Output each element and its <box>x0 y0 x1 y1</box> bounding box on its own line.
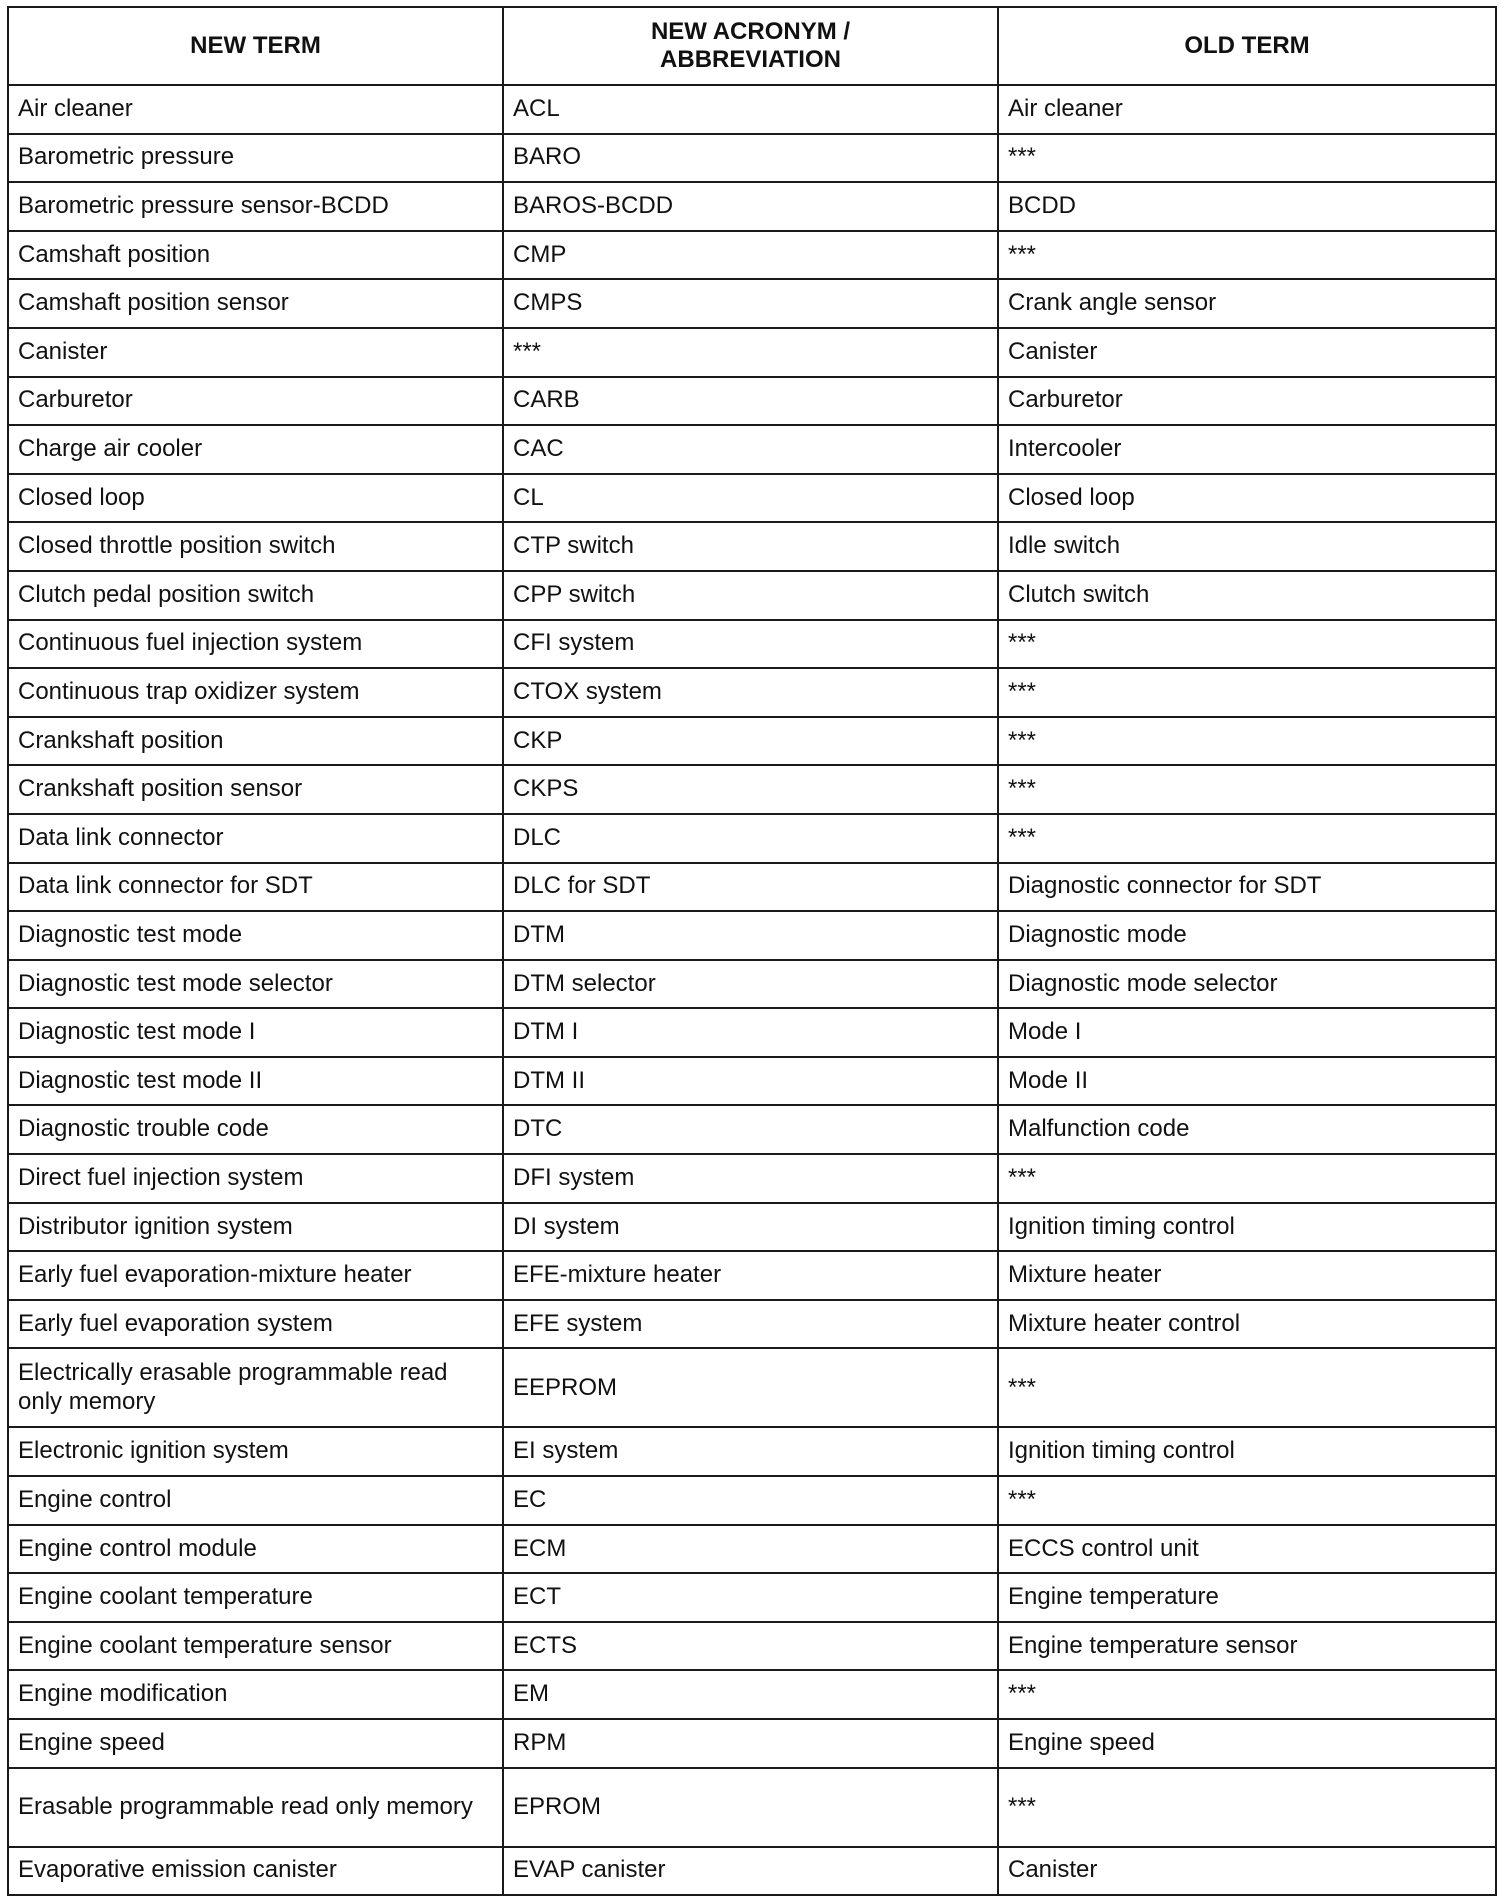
acronym-cell: EI system <box>503 1427 998 1476</box>
new-term-cell: Distributor ignition system <box>8 1203 503 1252</box>
table-row <box>8 1427 1496 1476</box>
new-term-cell: Early fuel evaporation system <box>8 1300 503 1349</box>
new-term-cell: Electronic ignition system <box>8 1427 503 1476</box>
new-term-cell: Engine speed <box>8 1719 503 1768</box>
new-term-cell: Diagnostic test mode selector <box>8 960 503 1009</box>
new-term-cell: Crankshaft position sensor <box>8 765 503 814</box>
acronym-cell: CARB <box>503 377 998 426</box>
table-row <box>8 377 1496 426</box>
acronym-cell: DTM selector <box>503 960 998 1009</box>
table-row <box>8 814 1496 863</box>
acronym-cell: CKPS <box>503 765 998 814</box>
new-term-cell: Crankshaft position <box>8 717 503 766</box>
table-row <box>8 1203 1496 1252</box>
old-term-cell: Ignition timing control <box>998 1203 1496 1252</box>
new-term-cell: Diagnostic test mode I <box>8 1008 503 1057</box>
new-term-cell: Engine control module <box>8 1525 503 1574</box>
old-term-cell: Mode II <box>998 1057 1496 1106</box>
new-term-cell: Direct fuel injection system <box>8 1154 503 1203</box>
table-row <box>8 134 1496 183</box>
table-row <box>8 85 1496 134</box>
table-row <box>8 1057 1496 1106</box>
old-term-cell: Diagnostic mode <box>998 911 1496 960</box>
acronym-cell: CKP <box>503 717 998 766</box>
header-new-term: NEW TERM <box>8 7 503 85</box>
acronym-cell: CTOX system <box>503 668 998 717</box>
table-row <box>8 571 1496 620</box>
new-term-cell: Electrically erasable programmable read only memory <box>8 1348 503 1427</box>
old-term-cell: Diagnostic mode selector <box>998 960 1496 1009</box>
acronym-cell: DI system <box>503 1203 998 1252</box>
new-term-cell: Camshaft position <box>8 231 503 280</box>
table-row <box>8 765 1496 814</box>
table-body <box>8 85 1496 1895</box>
table-row <box>8 279 1496 328</box>
old-term-cell: *** <box>998 134 1496 183</box>
acronym-cell: CMP <box>503 231 998 280</box>
old-term-cell: *** <box>998 620 1496 669</box>
table-row <box>8 1251 1496 1300</box>
old-term-cell: Engine speed <box>998 1719 1496 1768</box>
old-term-cell: Mode I <box>998 1008 1496 1057</box>
old-term-cell: *** <box>998 1348 1496 1427</box>
acronym-cell: CTP switch <box>503 522 998 571</box>
header-old-term: OLD TERM <box>998 7 1496 85</box>
new-term-cell: Air cleaner <box>8 85 503 134</box>
new-term-cell: Diagnostic test mode II <box>8 1057 503 1106</box>
old-term-cell: ECCS control unit <box>998 1525 1496 1574</box>
acronym-cell: DTM I <box>503 1008 998 1057</box>
old-term-cell: *** <box>998 1476 1496 1525</box>
old-term-cell: Air cleaner <box>998 85 1496 134</box>
new-term-cell: Continuous fuel injection system <box>8 620 503 669</box>
acronym-cell: ECM <box>503 1525 998 1574</box>
new-term-cell: Engine modification <box>8 1670 503 1719</box>
header-new-acronym <box>503 7 998 85</box>
acronym-cell: EFE-mixture heater <box>503 1251 998 1300</box>
old-term-cell: *** <box>998 231 1496 280</box>
table-row <box>8 668 1496 717</box>
new-term-cell: Erasable programmable read only memory <box>8 1768 503 1847</box>
old-term-cell: Intercooler <box>998 425 1496 474</box>
table-header <box>8 7 1496 85</box>
acronym-cell: DLC <box>503 814 998 863</box>
table-row <box>8 960 1496 1009</box>
table-row <box>8 1008 1496 1057</box>
old-term-cell: *** <box>998 717 1496 766</box>
table-row <box>8 1476 1496 1525</box>
table-row <box>8 620 1496 669</box>
new-term-cell: Data link connector for SDT <box>8 863 503 912</box>
header-row <box>8 7 1496 85</box>
new-term-cell: Engine coolant temperature <box>8 1573 503 1622</box>
table-row <box>8 522 1496 571</box>
new-term-cell: Engine coolant temperature sensor <box>8 1622 503 1671</box>
old-term-cell: Ignition timing control <box>998 1427 1496 1476</box>
new-term-cell: Barometric pressure <box>8 134 503 183</box>
acronym-cell: EPROM <box>503 1768 998 1847</box>
old-term-cell: *** <box>998 1670 1496 1719</box>
acronym-cell: CL <box>503 474 998 523</box>
table-row <box>8 1525 1496 1574</box>
new-term-cell: Charge air cooler <box>8 425 503 474</box>
acronym-cell: DTM II <box>503 1057 998 1106</box>
new-term-cell: Clutch pedal position switch <box>8 571 503 620</box>
table-row <box>8 1719 1496 1768</box>
new-term-cell: Closed loop <box>8 474 503 523</box>
acronym-cell: EC <box>503 1476 998 1525</box>
table-row <box>8 328 1496 377</box>
acronym-cell: DFI system <box>503 1154 998 1203</box>
acronym-cell: BARO <box>503 134 998 183</box>
old-term-cell: Clutch switch <box>998 571 1496 620</box>
acronym-cell: EVAP canister <box>503 1847 998 1896</box>
acronym-cell: EFE system <box>503 1300 998 1349</box>
acronym-cell: EM <box>503 1670 998 1719</box>
old-term-cell: Mixture heater control <box>998 1300 1496 1349</box>
old-term-cell: *** <box>998 814 1496 863</box>
new-term-cell: Barometric pressure sensor-BCDD <box>8 182 503 231</box>
table-row <box>8 1670 1496 1719</box>
old-term-cell: Closed loop <box>998 474 1496 523</box>
old-term-cell: BCDD <box>998 182 1496 231</box>
acronym-cell: CMPS <box>503 279 998 328</box>
table-row <box>8 1105 1496 1154</box>
table-row <box>8 1768 1496 1847</box>
new-term-cell: Canister <box>8 328 503 377</box>
table-row <box>8 1573 1496 1622</box>
new-term-cell: Carburetor <box>8 377 503 426</box>
acronym-cell: CPP switch <box>503 571 998 620</box>
old-term-cell: Canister <box>998 328 1496 377</box>
header-new-acronym-line2: ABBREVIATION <box>660 46 841 73</box>
acronym-cell: DTC <box>503 1105 998 1154</box>
old-term-cell: Crank angle sensor <box>998 279 1496 328</box>
old-term-cell: Canister <box>998 1847 1496 1896</box>
table-row <box>8 717 1496 766</box>
table-row <box>8 1300 1496 1349</box>
terminology-table <box>7 6 1497 1896</box>
old-term-cell: Mixture heater <box>998 1251 1496 1300</box>
acronym-cell: *** <box>503 328 998 377</box>
new-term-cell: Data link connector <box>8 814 503 863</box>
old-term-cell: *** <box>998 765 1496 814</box>
acronym-cell: RPM <box>503 1719 998 1768</box>
new-term-cell: Closed throttle position switch <box>8 522 503 571</box>
table-row <box>8 911 1496 960</box>
new-term-cell: Diagnostic trouble code <box>8 1105 503 1154</box>
old-term-cell: Malfunction code <box>998 1105 1496 1154</box>
new-term-cell: Early fuel evaporation-mixture heater <box>8 1251 503 1300</box>
new-term-cell: Camshaft position sensor <box>8 279 503 328</box>
header-new-acronym-line1: NEW ACRONYM / <box>650 18 851 46</box>
old-term-cell: Carburetor <box>998 377 1496 426</box>
acronym-cell: DTM <box>503 911 998 960</box>
old-term-cell: *** <box>998 668 1496 717</box>
new-term-cell: Engine control <box>8 1476 503 1525</box>
table-row <box>8 1622 1496 1671</box>
acronym-cell: CAC <box>503 425 998 474</box>
old-term-cell: *** <box>998 1154 1496 1203</box>
table-row <box>8 863 1496 912</box>
acronym-cell: BAROS-BCDD <box>503 182 998 231</box>
new-term-cell: Diagnostic test mode <box>8 911 503 960</box>
acronym-cell: CFI system <box>503 620 998 669</box>
old-term-cell: Idle switch <box>998 522 1496 571</box>
table-row <box>8 425 1496 474</box>
table-row <box>8 1847 1496 1896</box>
acronym-cell: DLC for SDT <box>503 863 998 912</box>
old-term-cell: Diagnostic connector for SDT <box>998 863 1496 912</box>
table-row <box>8 182 1496 231</box>
acronym-cell: ACL <box>503 85 998 134</box>
new-term-cell: Continuous trap oxidizer system <box>8 668 503 717</box>
acronym-cell: EEPROM <box>503 1348 998 1427</box>
table-row <box>8 231 1496 280</box>
old-term-cell: Engine temperature <box>998 1573 1496 1622</box>
new-term-cell: Evaporative emission canister <box>8 1847 503 1896</box>
acronym-cell: ECTS <box>503 1622 998 1671</box>
old-term-cell: *** <box>998 1768 1496 1847</box>
acronym-cell: ECT <box>503 1573 998 1622</box>
table-row <box>8 1154 1496 1203</box>
table-row <box>8 1348 1496 1427</box>
table-row <box>8 474 1496 523</box>
old-term-cell: Engine temperature sensor <box>998 1622 1496 1671</box>
terminology-sheet <box>7 6 1495 1896</box>
